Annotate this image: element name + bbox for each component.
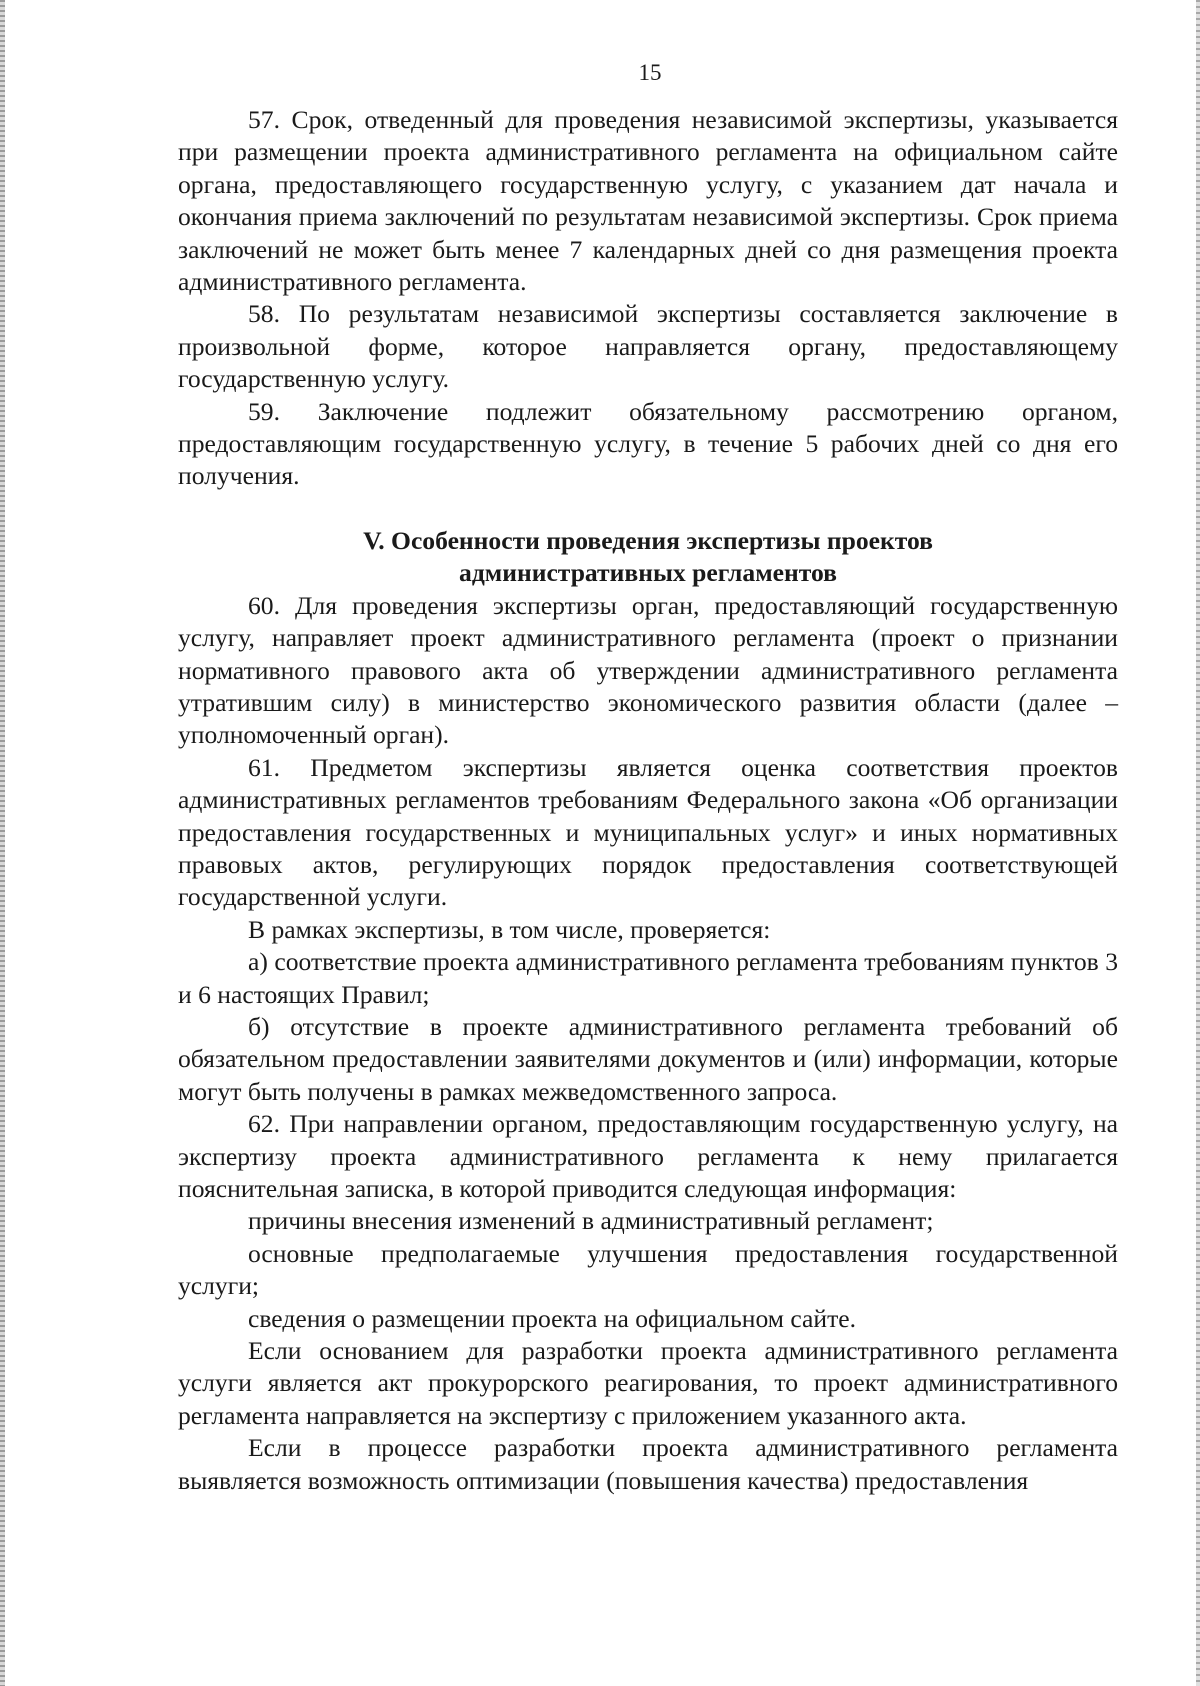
paragraph-item-a: а) соответствие проекта административного регламента требованиям пунктов 3 и 6 настоящих Правил; bbox=[178, 947, 1118, 1009]
section-heading-line-1: V. Особенности проведения экспертизы проектов bbox=[363, 525, 933, 555]
paragraph-item-b: б) отсутствие в проекте административного регламента требований об обязательном предоставлении заявителями документов и (или) информации, которые могут быть получены в рамках межведомственного запроса. bbox=[178, 1011, 1118, 1106]
paragraph-58: 58. По результатам независимой экспертизы составляется заключение в произвольной форме, которое направляется органу, предоставляющему государственную услугу. bbox=[178, 299, 1118, 394]
paragraph-61: 61. Предметом экспертизы является оценка соответствия проектов административных регламентов требованиям Федерального закона «Об организации предоставления государственных и муниципальных услуг» и иных нормативных правовых актов, регулирующих порядок предоставления соответствующей государственной услуги. bbox=[178, 752, 1118, 912]
page-number: 15 bbox=[638, 60, 662, 85]
section-heading-line-2: административных регламентов bbox=[459, 558, 837, 588]
paragraph-57: 57. Срок, отведенный для проведения независимой экспертизы, указывается при размещении проекта административного регламента на официальном сайте органа, предоставляющего государственную услугу, с указанием дат начала и окончания приема заключений по результатам независимой экспертизы. Срок приема заключений не может быть менее 7 календарных дней со дня размещения проекта административного регламента. bbox=[178, 105, 1118, 297]
scan-edge-right bbox=[1196, 0, 1200, 1686]
paragraph-60: 60. Для проведения экспертизы орган, предоставляющий государственную услугу, направляет проект административного регламента (проект о признании нормативного правового акта об утверждении административного регламента утратившим силу) в министерство экономического развития области (далее – уполномоченный орган). bbox=[178, 590, 1118, 750]
scan-edge-left bbox=[0, 0, 5, 1686]
paragraph-optimization: Если в процессе разработки проекта административного регламента выявляется возможность оптимизации (повышения качества) предоставления bbox=[178, 1433, 1118, 1495]
paragraph-checklist-intro: В рамках экспертизы, в том числе, проверяется: bbox=[248, 914, 771, 944]
paragraph-62: 62. При направлении органом, предоставляющим государственную услугу, на экспертизу проекта административного регламента к нему прилагается пояснительная записка, в которой приводится следующая информация: bbox=[178, 1109, 1118, 1203]
paragraph-improvements: основные предполагаемые улучшения предоставления государственной услуги; bbox=[178, 1238, 1118, 1301]
paragraph-prosecutor-act: Если основанием для разработки проекта административного регламента услуги является акт прокурорского реагирования, то проект административного регламента направляется на экспертизу с приложением указанного акта. bbox=[178, 1336, 1118, 1430]
paragraph-site-info: сведения о размещении проекта на официальном сайте. bbox=[248, 1303, 857, 1333]
document-body bbox=[178, 104, 1118, 1497]
paragraph-reasons: причины внесения изменений в административный регламент; bbox=[248, 1206, 934, 1236]
section-heading bbox=[178, 525, 1118, 590]
paragraph-59: 59. Заключение подлежит обязательному рассмотрению органом, предоставляющим государственную услугу, в течение 5 рабочих дней со дня его получения. bbox=[178, 396, 1118, 491]
